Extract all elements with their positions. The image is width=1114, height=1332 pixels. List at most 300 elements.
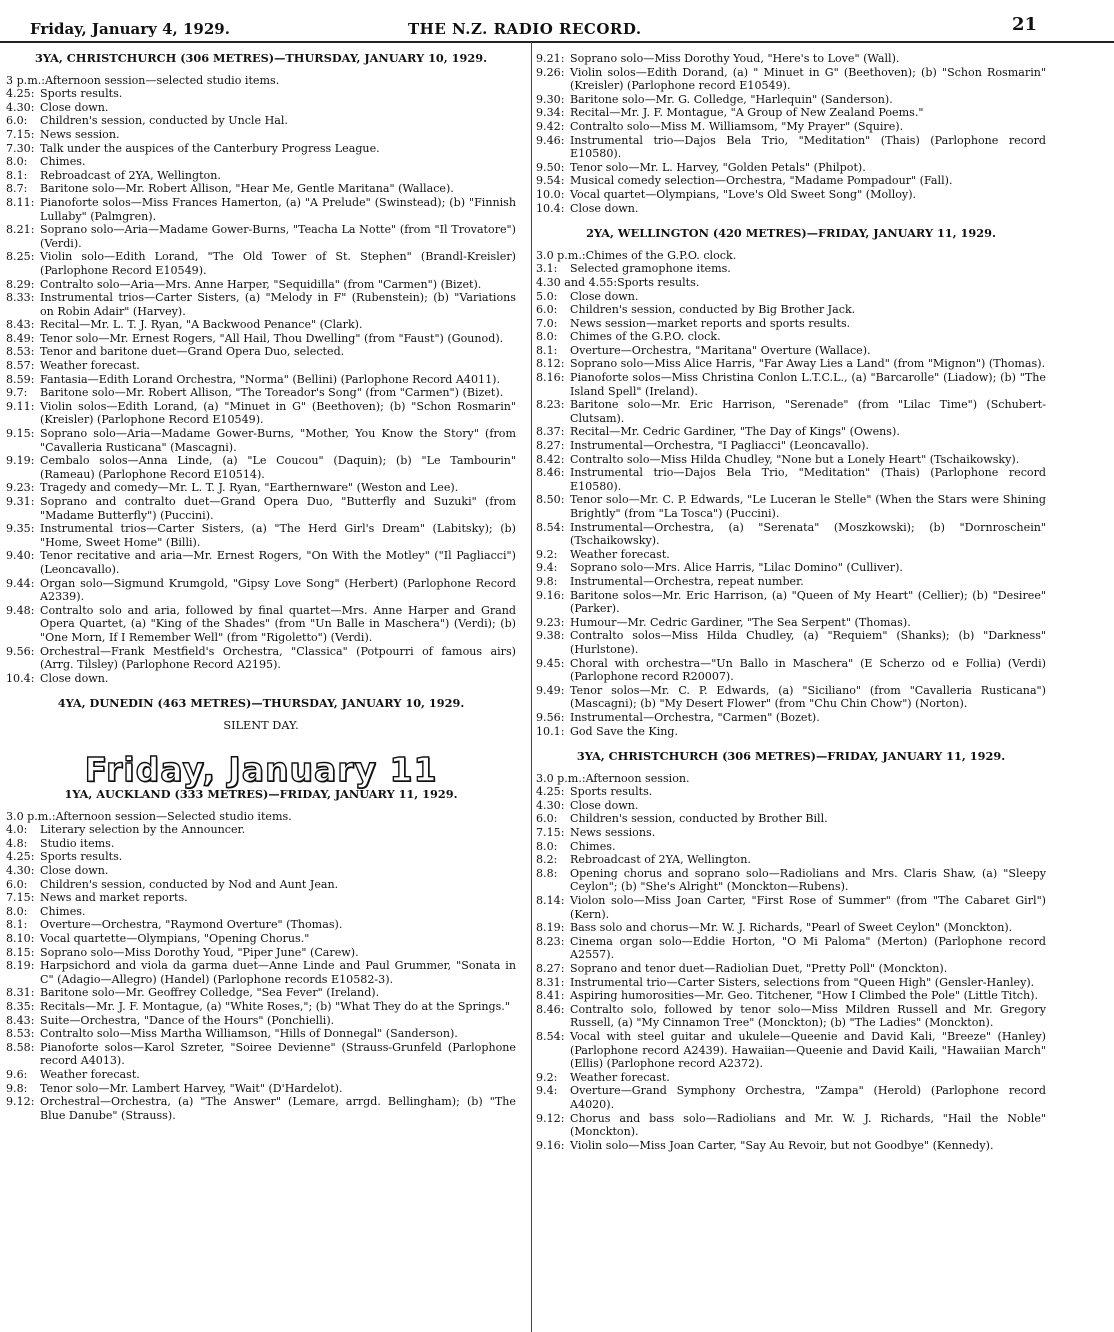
entry-time: 9.30: <box>536 92 565 106</box>
entry-time: 8.15: <box>6 945 35 959</box>
program-entry <box>536 1003 1046 1030</box>
entry-time: 3.0 p.m.: <box>536 771 586 785</box>
entry-description: Contralto solo and aria, followed by final quartet—Mrs. Anne Harper and Grand Opera Quartet, (a) "King of the Shades" (from "Un Balle in Maschera") (Verdi); (b) "One Morn, If I Remember Well" (from "Rigoletto") (Verdi). <box>40 603 516 644</box>
entry-description: Close down. <box>570 201 639 215</box>
entry-description: Aspiring humorosities—Mr. Geo. Titchener, "How I Climbed the Pole" (Little Titch). <box>570 989 1039 1003</box>
program-entry <box>6 359 516 373</box>
entry-time: 8.31: <box>6 986 35 1000</box>
entry-time: 5.0: <box>536 289 558 303</box>
program-entry <box>536 575 1046 589</box>
program-entry <box>6 959 516 986</box>
entry-time: 8.25: <box>6 250 35 264</box>
entry-description: Tenor solo—Mr. C. P. Edwards, "Le Luceran le Stelle" (When the Stars were Shining Brightly" (from "La Tosca") (Puccini). <box>570 493 1046 520</box>
entry-time: 3.0 p.m.: <box>536 248 586 262</box>
entry-description: Contralto solo—Miss Martha Williamson, "Hills of Donnegal" (Sanderson). <box>40 1027 458 1041</box>
program-entry <box>536 1112 1046 1139</box>
entry-time: 9.12: <box>6 1095 35 1109</box>
entry-description: Organ solo—Sigmund Krumgold, "Gipsy Love Song" (Herbert) (Parlophone Record A2339). <box>40 576 516 604</box>
entry-description: Rebroadcast of 2YA, Wellington. <box>40 168 221 182</box>
entry-description: Afternoon session—selected studio items. <box>45 73 280 87</box>
entry-time: 8.29: <box>6 277 35 291</box>
program-entry <box>536 711 1046 725</box>
entry-time: 8.33: <box>6 291 35 305</box>
entry-time: 8.37: <box>536 425 565 439</box>
program-entry <box>536 812 1046 826</box>
program-entry <box>6 101 516 115</box>
program-entry <box>6 481 516 495</box>
entry-time: 9.45: <box>536 656 565 670</box>
program-entry <box>536 725 1046 739</box>
entry-description: Tenor solo—Mr. Lambert Harvey, "Wait" (D'Hardelot). <box>40 1081 343 1095</box>
entry-time: 7.0: <box>536 316 558 330</box>
entry-description: Suite—Orchestra, "Dance of the Hours" (Ponchielli). <box>40 1013 335 1027</box>
entry-time: 8.59: <box>6 372 35 386</box>
entry-time: 8.0: <box>536 839 558 853</box>
entry-description: Humour—Mr. Cedric Gardiner, "The Sea Serpent" (Thomas). <box>570 615 911 629</box>
entry-description: Overture—Grand Symphony Orchestra, "Zampa" (Herold) (Parlophone record A4020). <box>570 1084 1046 1111</box>
section-heading-3ya-friday: 3YA, CHRISTCHURCH (306 METRES)—FRIDAY, JANUARY 11, 1929. <box>576 749 1006 764</box>
entry-time: 9.50: <box>536 160 565 174</box>
program-entry <box>536 466 1046 493</box>
program-list-1ya-continued <box>536 52 1046 215</box>
entry-time: 8.50: <box>536 493 565 507</box>
entry-description: Close down. <box>570 289 639 303</box>
page-header <box>0 0 1114 40</box>
entry-time: 9.11: <box>6 399 35 413</box>
entry-time: 9.16: <box>536 1138 565 1152</box>
section-heading-2ya-friday: 2YA, WELLINGTON (420 METRES)—FRIDAY, JANUARY 11, 1929. <box>586 226 996 241</box>
entry-description: Baritone solo—Mr. Eric Harrison, "Serenade" (from "Lilac Time") (Schubert-Clutsam). <box>570 398 1046 425</box>
entry-description: Vocal quartette—Olympians, "Opening Chorus." <box>40 932 310 946</box>
entry-time: 10.4: <box>536 201 565 215</box>
entry-time: 8.21: <box>6 223 35 237</box>
section-heading-1ya-friday: 1YA, AUCKLAND (333 METRES)—FRIDAY, JANUARY 11, 1929. <box>64 787 458 802</box>
entry-description: Instrumental trio—Dajos Bela Trio, "Meditation" (Thais) (Parlophone record E10580). <box>570 466 1046 493</box>
entry-description: News session—market reports and sports results. <box>570 316 851 330</box>
entry-description: Weather forecast. <box>40 359 140 373</box>
entry-description: Contralto solo, followed by tenor solo—Miss Mildren Russell and Mr. Gregory Russell, (a) "My Cinnamon Tree" (Monckton); (b) "The Ladies" (Monckton). <box>570 1002 1046 1030</box>
entry-description: Close down. <box>570 798 639 812</box>
program-entry <box>6 878 516 892</box>
program-entry <box>6 142 516 156</box>
entry-time: 8.42: <box>536 452 565 466</box>
program-entry <box>536 1084 1046 1111</box>
entry-time: 4.0: <box>6 823 28 837</box>
entry-description: Afternoon session—Selected studio items. <box>55 809 292 823</box>
program-entry <box>536 106 1046 120</box>
program-entry <box>6 128 516 142</box>
entry-description: Rebroadcast of 2YA, Wellington. <box>570 853 751 867</box>
entry-time: 9.8: <box>536 574 558 588</box>
program-entry <box>536 589 1046 616</box>
entry-time: 9.7: <box>6 386 28 400</box>
entry-time: 9.26: <box>536 65 565 79</box>
program-list-3ya-thursday <box>6 74 516 686</box>
entry-time: 9.8: <box>6 1081 28 1095</box>
entry-description: Musical comedy selection—Orchestra, "Madame Pompadour" (Fall). <box>570 174 953 188</box>
entry-description: Recital—Mr. J. F. Montague, "A Group of New Zealand Poems." <box>570 106 924 120</box>
entry-description: Talk under the auspices of the Canterbury Progress League. <box>40 141 380 155</box>
program-entry <box>6 932 516 946</box>
program-entry <box>536 120 1046 134</box>
entry-description: Violin solos—Edith Lorand, (a) "Minuet in G" (Beethoven); (b) "Schon Rosmarin" (Kreisler) (Parlophone Record E10549). <box>40 399 516 427</box>
program-entry <box>6 278 516 292</box>
program-entry <box>536 785 1046 799</box>
entry-time: 8.46: <box>536 466 565 480</box>
program-entry <box>536 561 1046 575</box>
header-rule <box>0 41 1114 43</box>
entry-time: 8.41: <box>536 989 565 1003</box>
entry-time: 9.2: <box>536 1070 558 1084</box>
entry-description: Children's session, conducted by Brother Bill. <box>570 812 828 826</box>
entry-time: 9.46: <box>536 133 565 147</box>
entry-time: 9.15: <box>6 427 35 441</box>
publication-title: THE N.Z. RADIO RECORD. <box>408 20 642 38</box>
program-entry <box>6 1068 516 1082</box>
entry-time: 8.16: <box>536 371 565 385</box>
program-entry <box>6 454 516 481</box>
program-entry <box>536 629 1046 656</box>
program-list-1ya-friday <box>6 810 516 1123</box>
entry-time: 9.42: <box>536 119 565 133</box>
program-entry <box>536 398 1046 425</box>
entry-time: 8.35: <box>6 1000 35 1013</box>
program-entry <box>536 935 1046 962</box>
section-heading-4ya-thursday: 4YA, DUNEDIN (463 METRES)—THURSDAY, JANUARY 10, 1929. <box>57 696 465 711</box>
program-entry <box>536 962 1046 976</box>
entry-description: Pianoforte solos—Miss Christina Conlon L.T.C.L., (a) "Barcarolle" (Liadow); (b) "The Island Spell" (Ireland). <box>570 371 1046 398</box>
entry-time: 6.0: <box>6 877 28 891</box>
entry-description: Pianoforte solos—Karol Szreter, "Soiree Devienne" (Strauss-Grunfeld (Parlophone record A4013). <box>40 1040 516 1068</box>
entry-time: 9.2: <box>536 547 558 561</box>
entry-description: News session. <box>40 127 120 141</box>
entry-description: Soprano solo—Miss Alice Harris, "Far Away Lies a Land" (from "Mignon") (Thomas). <box>570 357 1046 371</box>
entry-time: 9.4: <box>536 1084 558 1098</box>
program-entry <box>536 290 1046 304</box>
entry-description: Harpsichord and viola da garma duet—Anne Linde and Paul Grummer, "Sonata in C" (Adagio—Allegro) (Handel) (Parlophone records E10582-3). <box>40 959 516 986</box>
program-entry <box>6 1000 516 1014</box>
entry-description: Instrumental trios—Carter Sisters, (a) "The Herd Girl's Dream" (Labitsky); (b) "Home, Sweet Home" (Billi). <box>40 522 516 549</box>
program-entry <box>536 357 1046 371</box>
entry-time: 8.31: <box>536 975 565 989</box>
entry-description: Vocal quartet—Olympians, "Love's Old Sweet Song" (Molloy). <box>570 187 917 201</box>
entry-description: Tragedy and comedy—Mr. L. T. J. Ryan, "Earthernware" (Weston and Lee). <box>40 481 459 495</box>
entry-description: Soprano solo—Miss Dorothy Youd, "Here's to Love" (Wall). <box>570 52 900 65</box>
entry-time: 8.1: <box>536 343 558 357</box>
entry-time: 4.30 and 4.55: <box>536 275 618 289</box>
entry-time: 8.11: <box>6 195 35 209</box>
program-entry <box>6 918 516 932</box>
entry-time: 9.48: <box>6 603 35 617</box>
entry-time: 9.23: <box>536 615 565 629</box>
entry-description: Cinema organ solo—Eddie Horton, "O Mi Paloma" (Merton) (Parlophone record A2557). <box>570 934 1046 962</box>
entry-time: 9.12: <box>536 1111 565 1125</box>
entry-time: 9.19: <box>6 454 35 468</box>
program-entry <box>6 1082 516 1096</box>
entry-description: Tenor solo—Mr. Ernest Rogers, "All Hail, Thou Dwelling" (from "Faust") (Gounod). <box>40 331 504 345</box>
program-entry <box>6 645 516 672</box>
entry-time: 10.1: <box>536 724 565 738</box>
entry-time: 8.23: <box>536 934 565 948</box>
entry-description: Orchestral—Orchestra, (a) "The Answer" (Lemare, arrgd. Bellingham); (b) "The Blue Danube" (Strauss). <box>40 1095 516 1122</box>
program-entry <box>536 799 1046 813</box>
program-entry <box>536 840 1046 854</box>
entry-time: 4.8: <box>6 836 28 850</box>
entry-description: Contralto solo—Miss M. Williamsom, "My Prayer" (Squire). <box>570 119 904 133</box>
program-entry <box>6 345 516 359</box>
right-column <box>536 52 1046 1152</box>
entry-description: Instrumental trios—Carter Sisters, (a) "Melody in F" (Rubenstein); (b) "Variations on Robin Adair" (Harvey). <box>40 291 516 318</box>
entry-description: Weather forecast. <box>40 1067 140 1081</box>
entry-time: 3.1: <box>536 262 558 276</box>
entry-description: Choral with orchestra—"Un Ballo in Maschera" (E Scherzo od e Follia) (Verdi) (Parlophone record R20007). <box>570 656 1046 684</box>
entry-time: 4.25: <box>6 850 35 864</box>
program-entry <box>536 521 1046 548</box>
program-entry <box>6 169 516 183</box>
entry-time: 8.58: <box>6 1040 35 1054</box>
entry-time: 8.2: <box>536 853 558 867</box>
entry-time: 8.57: <box>6 359 35 373</box>
entry-description: Chorus and bass solo—Radiolians and Mr. W. J. Richards, "Hail the Noble" (Monckton). <box>570 1111 1046 1139</box>
entry-time: 7.15: <box>6 127 35 141</box>
program-entry <box>6 74 516 88</box>
entry-time: 8.27: <box>536 962 565 975</box>
entry-description: Violin solos—Edith Dorand, (a) " Minuet in G" (Beethoven); (b) "Schon Rosmarin" (Kreisler) (Parlophone record E10549). <box>570 65 1046 93</box>
entry-description: Chimes. <box>40 904 86 918</box>
entry-description: Chimes of the G.P.O. clock. <box>585 248 737 262</box>
entry-time: 4.30: <box>6 100 35 114</box>
program-entry <box>6 837 516 851</box>
program-entry <box>6 155 516 169</box>
entry-description: Tenor solo—Mr. L. Harvey, "Golden Petals" (Philpot). <box>570 160 866 174</box>
program-entry <box>536 66 1046 93</box>
entry-description: Close down. <box>40 671 109 685</box>
program-entry <box>536 853 1046 867</box>
entry-time: 8.19: <box>536 921 565 935</box>
entry-time: 8.54: <box>536 1029 565 1043</box>
entry-description: Close down. <box>40 100 109 114</box>
entry-time: 9.54: <box>536 174 565 188</box>
entry-description: Tenor recitative and aria—Mr. Ernest Rogers, "On With the Motley" ("Il Pagliacci") (Leoncavallo). <box>40 549 516 576</box>
program-entry <box>536 303 1046 317</box>
entry-description: News sessions. <box>570 826 656 840</box>
program-entry <box>6 400 516 427</box>
entry-time: 4.30: <box>6 864 35 878</box>
entry-time: 8.0: <box>536 330 558 344</box>
entry-description: Violin solo—Edith Lorand, "The Old Tower of St. Stephen" (Brandl-Kreisler) (Parlophone Record E10549). <box>40 250 516 277</box>
program-entry <box>6 114 516 128</box>
entry-description: Fantasia—Edith Lorand Orchestra, "Norma" (Bellini) (Parlophone Record A4011). <box>40 372 501 386</box>
entry-time: 8.10: <box>6 932 35 946</box>
program-entry <box>536 976 1046 990</box>
entry-description: Contralto solo—Miss Hilda Chudley, "None but a Lonely Heart" (Tschaikowsky). <box>570 452 1020 466</box>
entry-description: Soprano solo—Aria—Madame Gower-Burns, "Mother, You Know the Story" (from "Cavalleria Rusticana" (Mascagni). <box>40 427 516 454</box>
program-entry <box>536 188 1046 202</box>
program-entry <box>6 1041 516 1068</box>
program-entry <box>6 495 516 522</box>
entry-time: 9.49: <box>536 683 565 697</box>
entry-time: 8.46: <box>536 1002 565 1016</box>
entry-description: Afternoon session. <box>585 771 690 785</box>
program-entry <box>6 810 516 824</box>
entry-description: Children's session, conducted by Uncle Hal. <box>40 114 288 128</box>
entry-description: Weather forecast. <box>570 547 670 561</box>
section-heading-3ya-thursday: 3YA, CHRISTCHURCH (306 METRES)—THURSDAY, JANUARY 10, 1929. <box>34 51 488 65</box>
issue-date: Friday, January 4, 1929. <box>30 20 230 38</box>
entry-description: Violin solo—Miss Joan Carter, "Say Au Revoir, but not Goodbye" (Kennedy). <box>570 1138 994 1152</box>
entry-time: 8.0: <box>6 155 28 169</box>
program-entry <box>6 1095 516 1122</box>
program-entry <box>536 425 1046 439</box>
program-entry <box>536 867 1046 894</box>
program-entry <box>6 318 516 332</box>
entry-time: 9.40: <box>6 549 35 563</box>
program-entry <box>6 864 516 878</box>
entry-time: 9.4: <box>536 561 558 575</box>
entry-time: 9.35: <box>6 522 35 536</box>
program-entry <box>6 87 516 101</box>
program-entry <box>6 672 516 686</box>
entry-description: Instrumental—Orchestra, "Carmen" (Bozet). <box>570 710 820 724</box>
entry-description: Vocal with steel guitar and ukulele—Queenie and David Kali, "Breeze" (Hanley) (Parlophone record A2439). Hawaiian—Queenie and David Kaili, "Hawaiian March" (Ellis) (Parlophone record A2372). <box>570 1029 1046 1071</box>
program-entry <box>536 453 1046 467</box>
entry-time: 9.21: <box>536 52 565 65</box>
entry-time: 8.43: <box>6 1013 35 1027</box>
program-entry <box>6 291 516 318</box>
entry-time: 6.0: <box>536 812 558 826</box>
entry-time: 8.53: <box>6 345 35 359</box>
entry-time: 6.0: <box>536 303 558 317</box>
program-entry <box>6 373 516 387</box>
program-entry <box>536 548 1046 562</box>
entry-description: Soprano and contralto duet—Grand Opera Duo, "Butterfly and Suzuki" (from "Madame Butterfly") (Puccini). <box>40 495 516 522</box>
program-entry <box>6 386 516 400</box>
silent-day-note: SILENT DAY. <box>223 718 299 732</box>
entry-description: Soprano solo—Aria—Madame Gower-Burns, "Teacha La Notte" (from "Il Trovatore") (Verdi). <box>40 223 516 250</box>
entry-time: 4.25: <box>536 785 565 799</box>
entry-time: 8.23: <box>536 398 565 412</box>
entry-description: Chimes. <box>40 155 86 169</box>
entry-description: Sports results. <box>40 87 123 101</box>
entry-description: Instrumental—Orchestra, "I Pagliacci" (Leoncavallo). <box>570 439 869 453</box>
entry-description: Baritone solos—Mr. Eric Harrison, (a) "Queen of My Heart" (Cellier); (b) "Desiree" (Parker). <box>570 588 1046 616</box>
program-entry <box>536 93 1046 107</box>
entry-time: 8.8: <box>536 866 558 880</box>
program-entry <box>536 493 1046 520</box>
program-entry <box>6 182 516 196</box>
entry-description: Pianoforte solos—Miss Frances Hamerton, (a) "A Prelude" (Swinstead); (b) "Finnish Lullaby" (Palmgren). <box>40 195 516 223</box>
program-entry <box>6 250 516 277</box>
program-entry <box>536 1071 1046 1085</box>
program-entry <box>6 427 516 454</box>
entry-time: 8.49: <box>6 331 35 345</box>
entry-time: 8.27: <box>536 439 565 453</box>
entry-time: 7.15: <box>6 891 35 905</box>
program-entry <box>536 439 1046 453</box>
program-entry <box>536 52 1046 66</box>
program-entry <box>6 196 516 223</box>
program-entry <box>536 989 1046 1003</box>
entry-description: Instrumental trio—Carter Sisters, selections from "Queen High" (Gensler-Hanley). <box>570 975 1035 989</box>
program-entry <box>6 986 516 1000</box>
program-entry <box>6 891 516 905</box>
program-entry <box>6 604 516 645</box>
entry-time: 9.23: <box>6 481 35 495</box>
entry-time: 10.4: <box>6 671 35 685</box>
entry-time: 8.43: <box>6 318 35 332</box>
entry-description: Literary selection by the Announcer. <box>40 823 246 837</box>
program-entry <box>536 921 1046 935</box>
entry-time: 10.0: <box>536 187 565 201</box>
entry-description: Chimes of the G.P.O. clock. <box>570 330 721 344</box>
entry-time: 8.12: <box>536 357 565 371</box>
program-entry <box>536 826 1046 840</box>
entry-description: Baritone solo—Mr. Robert Allison, "Hear Me, Gentle Maritana" (Wallace). <box>40 182 454 196</box>
entry-time: 8.53: <box>6 1027 35 1041</box>
entry-time: 6.0: <box>6 114 28 128</box>
program-entry <box>6 577 516 604</box>
entry-description: Recitals—Mr. J. F. Montague, (a) "White Roses,"; (b) "What They do at the Springs." <box>40 1000 510 1013</box>
program-entry <box>6 905 516 919</box>
program-entry <box>6 946 516 960</box>
program-entry <box>6 1014 516 1028</box>
entry-description: Bass solo and chorus—Mr. W. J. Richards, "Pearl of Sweet Ceylon" (Monckton). <box>570 921 1013 935</box>
program-entry <box>536 317 1046 331</box>
entry-description: Children's session, conducted by Big Brother Jack. <box>570 303 856 317</box>
entry-description: News and market reports. <box>40 891 188 905</box>
entry-description: Selected gramophone items. <box>570 262 731 276</box>
entry-description: Baritone solo—Mr. G. Colledge, "Harlequin" (Sanderson). <box>570 92 893 106</box>
entry-description: Opening chorus and soprano solo—Radiolians and Mrs. Claris Shaw, (a) "Sleepy Ceylon"; (b) "She's Alright" (Monckton—Rubens). <box>570 866 1046 894</box>
program-entry <box>536 657 1046 684</box>
program-entry <box>536 249 1046 263</box>
program-entry <box>6 1027 516 1041</box>
entry-time: 8.54: <box>536 520 565 534</box>
program-list-3ya-friday <box>536 772 1046 1153</box>
entry-description: Overture—Orchestra, "Maritana" Overture (Wallace). <box>570 343 871 357</box>
entry-time: 3.0 p.m.: <box>6 809 56 823</box>
entry-time: 4.30: <box>536 798 565 812</box>
program-entry <box>6 332 516 346</box>
program-entry <box>536 174 1046 188</box>
entry-description: Instrumental—Orchestra, repeat number. <box>570 574 804 588</box>
program-entry <box>536 772 1046 786</box>
entry-description: Baritone solo—Mr. Robert Allison, "The Toreador's Song" (from "Carmen") (Bizet). <box>40 386 504 400</box>
entry-time: 8.1: <box>6 168 28 182</box>
entry-description: God Save the King. <box>570 724 679 738</box>
entry-description: Recital—Mr. L. T. J. Ryan, "A Backwood Penance" (Clark). <box>40 318 363 332</box>
entry-description: Orchestral—Frank Mestfield's Orchestra, "Classica" (Potpourri of famous airs) (Arrg. Tilsley) (Parlophone Record A2195). <box>40 644 516 672</box>
entry-description: Close down. <box>40 864 109 878</box>
program-entry <box>6 549 516 576</box>
program-entry <box>536 202 1046 216</box>
entry-description: Baritone solo—Mr. Geoffrey Colledge, "Sea Fever" (Ireland). <box>40 986 380 1000</box>
entry-time: 9.31: <box>6 495 35 508</box>
entry-time: 9.6: <box>6 1067 28 1081</box>
program-list-2ya-friday <box>536 249 1046 738</box>
program-entry <box>536 330 1046 344</box>
entry-time: 8.1: <box>6 918 28 932</box>
entry-description: Contralto solos—Miss Hilda Chudley, (a) "Requiem" (Shanks); (b) "Darkness" (Hurlstone). <box>570 629 1046 656</box>
entry-time: 9.34: <box>536 106 565 120</box>
entry-time: 4.25: <box>6 87 35 101</box>
program-entry <box>6 522 516 549</box>
program-entry <box>536 262 1046 276</box>
program-entry <box>6 850 516 864</box>
program-entry <box>536 371 1046 398</box>
entry-description: Instrumental—Orchestra, (a) "Serenata" (Moszkowski); (b) "Dornroschein" (Tschaikowsky). <box>570 520 1046 548</box>
entry-description: Soprano solo—Mrs. Alice Harris, "Lilac Domino" (Culliver). <box>570 561 903 575</box>
